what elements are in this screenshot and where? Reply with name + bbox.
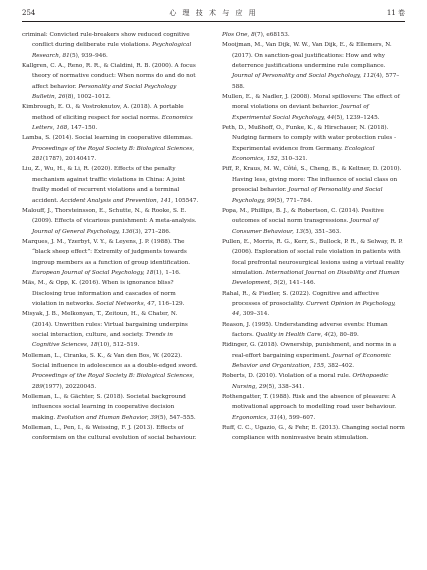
- reference-source: Social Networks, 47: [96, 300, 155, 307]
- references-right-column: [222, 30, 405, 444]
- reference-source: Ecological Economics, 152: [232, 145, 375, 163]
- reference-text: Malouff, J., Thorsteinsson, E., Schutte, N., & Rooke, S. E. (2009). Effects of vicarious punishment: A meta-analysis.: [22, 207, 197, 225]
- reference-entry: [22, 423, 199, 444]
- reference-entry: [222, 371, 405, 392]
- reference-entry: [222, 237, 405, 289]
- reference-source: Ergonomics, 31: [232, 414, 278, 421]
- reference-entry: [22, 392, 199, 423]
- reference-entry: [22, 206, 199, 237]
- reference-text: (4), 577–588.: [232, 73, 400, 90]
- reference-text: Popa, M., Phillips, B. J., & Robertson, C. (2014). Positive outcomes of social norm transgressions.: [222, 207, 384, 225]
- reference-entry: [222, 40, 405, 92]
- reference-entry: [22, 309, 199, 350]
- reference-text: Pullen, E., Morris, R. G., Kerr, S., Bullock, P. R., & Selway, R. P. (2006). Exploration of social rule violation in patients with focal prefrontal neurosurgical lesions using a virtual reality simulation.: [222, 238, 405, 276]
- reference-source: Economics Letters, 168: [32, 114, 193, 132]
- reference-text: , 309–314.: [239, 311, 270, 318]
- reference-entry: [22, 351, 199, 392]
- reference-text: Reason, J. (1995). Understanding adverse events: Human factors.: [222, 321, 388, 338]
- reference-text: (3), 271–286.: [132, 228, 171, 235]
- header-rule: [22, 21, 405, 22]
- reference-source: Journal of Consumer Behaviour, 13: [232, 218, 379, 235]
- reference-source: Accident Analysis and Prevention, 141: [60, 197, 172, 204]
- reference-text: Rahal, R., & Fiedler, S. (2022). Cognitive and affective processes of prosociality.: [222, 290, 379, 307]
- reference-source: Quality in Health Care, 4: [255, 331, 328, 338]
- reference-source: Plos One, 8: [222, 32, 255, 38]
- reference-text: Molleman, L., & Gächter, S. (2018). Societal background influences social learning in cooperative decision making.: [22, 394, 186, 421]
- reference-text: Peth, D., Mußhoff, O., Funke, K., & Hirschauer, N. (2018). Nudging farmers to comply with water protection rules - Experimental evidence from Germany.: [222, 125, 396, 152]
- reference-entry: [222, 92, 405, 123]
- reference-text: Liu, Z., Wu, H., & Li, R. (2020). Effects of the penalty mechanism against traffic violations in China: A joint frailty model of recurrent violations and a terminal accident.: [22, 166, 186, 204]
- reference-entry: [22, 30, 199, 61]
- reference-entry: [222, 423, 405, 444]
- reference-entry: [22, 102, 199, 133]
- reference-source: Journal of General Psychology, 136: [32, 228, 133, 235]
- reference-text: (5), 939–946.: [69, 52, 108, 59]
- reference-entry: [222, 289, 405, 320]
- reference-entry: [222, 320, 405, 341]
- reference-text: Mäs, M., & Opp, K. (2016). When is ignorance bliss? Disclosing true information and cascades of norm violation in networks.: [22, 280, 176, 307]
- reference-text: Molleman, L., Ciranka, S. K., & Van den Bos, W. (2022). Social influence in adolescence as a double-edged sword.: [22, 352, 198, 369]
- reference-entry: [222, 164, 405, 205]
- reference-text: , 310–321.: [277, 156, 308, 163]
- reference-entry: [22, 61, 199, 102]
- reference-entry: [22, 237, 199, 278]
- reference-text: Molleman, L., Pen, I., & Weissing, F. J. (2013). Effects of conformism on the cultural evolution of social behaviour.: [22, 425, 197, 442]
- reference-text: Kimbrough, E. O., & Vostroknutov, A. (2018). A portable method of eliciting respect for social norms.: [22, 104, 184, 121]
- reference-entry: [222, 30, 405, 40]
- reference-source: Journal of Economic Behavior and Organization, 155: [232, 352, 391, 369]
- reference-text: (5), 547–555.: [157, 414, 196, 421]
- reference-source: Journal of Personality and Social Psychology, 99: [232, 187, 383, 204]
- reference-source: Personality and Social Psychology Bulletin, 26: [32, 83, 177, 101]
- reference-entry: [222, 206, 405, 237]
- reference-source: European Journal of Social Psychology, 18: [32, 269, 154, 276]
- reference-text: (7), e68153.: [254, 32, 290, 38]
- reference-text: (5), 338–341.: [266, 383, 305, 390]
- reference-text: (4), 599–607.: [277, 414, 316, 421]
- reference-entry: [22, 133, 199, 164]
- references-left-column: [22, 30, 199, 444]
- reference-text: Misyak, J. B., Melkonyan, T., Zeitoun, H., & Chater, N. (2014). Unwritten rules: Virtual bargaining underpins social interaction, culture, and society.: [22, 311, 188, 338]
- reference-text: Mullen, E., & Nadler, J. (2008). Moral spillovers: The effect of moral violations on deviant behavior.: [222, 94, 400, 111]
- reference-text: (2), 141–146.: [277, 280, 316, 287]
- running-header: [22, 6, 405, 20]
- reference-entry: [222, 123, 405, 164]
- reference-text: (5), 1239–1245.: [334, 114, 380, 121]
- reference-text: (8), 1002–1012.: [65, 94, 111, 101]
- reference-text: (5), 771–784.: [274, 197, 313, 204]
- reference-text: criminal: Convicted rule-breakers show reduced cognitive conflict during deliberate rule violations.: [22, 32, 190, 49]
- volume-number: 11 卷: [386, 9, 405, 17]
- reference-source: Orthopaedic Nursing, 29: [232, 373, 389, 390]
- reference-text: Lamba, S. (2014). Social learning in cooperative dilemmas.: [22, 135, 193, 142]
- reference-text: Roberts, D. (2010). Violation of a moral rule.: [222, 373, 353, 380]
- reference-text: (1), 1–16.: [153, 269, 181, 276]
- reference-entry: [222, 340, 405, 371]
- reference-source: Trends in Cognitive Sciences, 18: [32, 331, 173, 349]
- reference-entry: [222, 392, 405, 423]
- reference-source: Current Opinion in Psychology, 44: [232, 300, 396, 318]
- reference-text: (1787), 20140417.: [42, 156, 97, 163]
- reference-text: , 147–150.: [67, 125, 98, 132]
- reference-text: (5), 351–363.: [302, 228, 342, 235]
- reference-text: (1977), 20220045.: [42, 383, 97, 390]
- reference-entry: [22, 278, 199, 309]
- reference-source: Proceedings of the Royal Society B: Biological Sciences, 281: [32, 145, 195, 163]
- reference-source: International Journal on Disability and Human Development, 5: [232, 269, 400, 287]
- page-number: 254: [22, 9, 36, 17]
- reference-text: (10), 512–519.: [97, 342, 140, 349]
- reference-entry: [22, 164, 199, 205]
- reference-text: , 105547.: [171, 197, 199, 204]
- reference-source: Evolution and Human Behavior, 39: [56, 414, 158, 421]
- reference-text: (2), 80–89.: [327, 331, 359, 338]
- reference-text: Piff, P., Kraus, M. W., Côté, S., Cheng, B., & Keltner, D. (2010). Having less, giving more: The influence of social class on prosocial behavior.: [222, 166, 402, 194]
- reference-text: Ruff, C. C., Ugazio, G., & Fehr, E. (2013). Changing social norm compliance with noninvasive brain stimulation.: [222, 425, 405, 442]
- reference-text: Marques, J. M., Yzerbyt, V. Y., & Leyens, J. P. (1988). The “black sheep effect”: Extremity of judgments towards ingroup members as a function of group identification.: [22, 238, 191, 266]
- journal-title: 心 理 技 术 与 应 用: [169, 9, 258, 17]
- reference-source: Proceedings of the Royal Society B: Biological Sciences, 289: [32, 373, 195, 390]
- reference-text: , 382–402.: [324, 363, 355, 369]
- reference-text: Rothengatter, T. (1988). Risk and the absence of pleasure: A motivational approach to modelling road user behaviour.: [222, 394, 397, 411]
- reference-text: Ridinger, G. (2018). Ownership, punishment, and norms in a real-effort bargaining experiment.: [222, 342, 397, 359]
- reference-source: Journal of Experimental Social Psychology, 44: [232, 104, 369, 121]
- reference-text: Kallgren, C. A., Reno, R. R., & Cialdini, R. B. (2000). A focus theory of normative conduct: When norms do and do not affect behavior.: [22, 63, 196, 90]
- reference-source: Psychological Research, 81: [32, 42, 192, 59]
- reference-text: , 116–129.: [154, 300, 185, 307]
- reference-source: Journal of Personality and Social Psychology, 112: [232, 73, 374, 80]
- reference-text: Mooijman, M., Van Dijk, W. W., Van Dijk, E., & Ellemers, N. (2017). On sanction-goal justifications: How and why deterrence justifications undermine rule compliance.: [222, 42, 392, 70]
